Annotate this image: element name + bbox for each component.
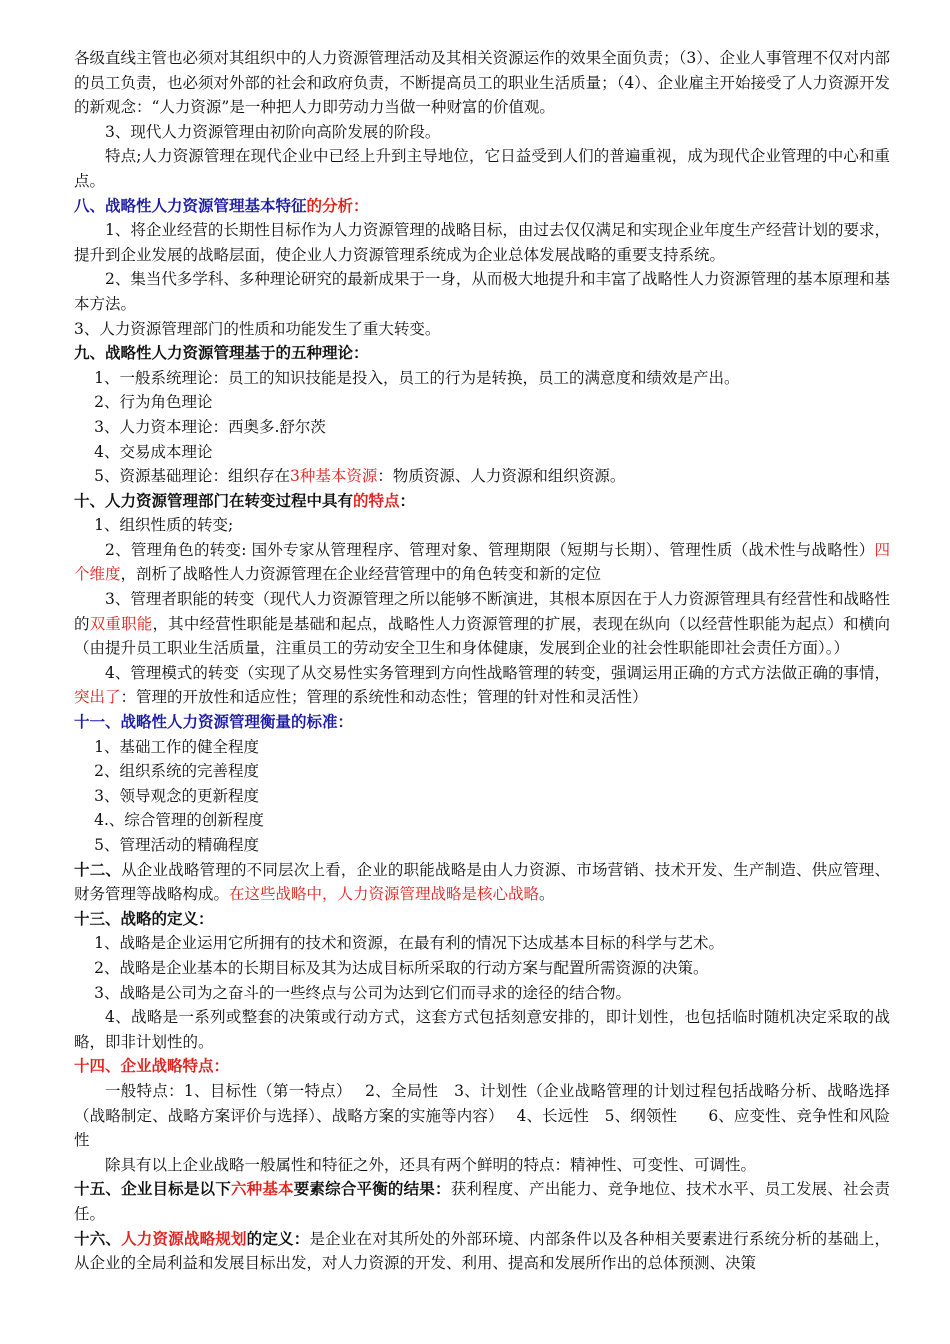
list-item-text: ：物质资源、人力资源和组织资源。 (377, 467, 626, 486)
section-15-heading: 十五、企业目标是以下 (74, 1179, 231, 1199)
section-12-heading: 十二、 (74, 859, 122, 879)
section-16-heading-suffix: 的定义： (246, 1228, 310, 1248)
list-item-text: ，其中经营性职能是基础和起点，战略性人力资源管理的扩展，表现在纵向（以经营性职能为起点）和横向（由提升员工职业生活质量，注重员工的劳动安全卫生和身体健康，发展到企业的社会性职能即社会责任方面）。） (74, 614, 890, 658)
paragraph-text: 获利程度、产出能力、竞争地位、技术水平、员工发展、社会责任。 (74, 1180, 890, 1223)
section-12-paragraph (74, 858, 890, 907)
highlight-text: 六种基本 (230, 1179, 294, 1199)
section-11-heading: 十一、战略性人力资源管理衡量的标准： (74, 712, 354, 732)
paragraph: 3、现代人力资源管理由初阶向高阶发展的阶段。 (105, 122, 441, 141)
list-item: 1、战略是企业运用它所拥有的技术和资源，在最有利的情况下达成基本目标的科学与艺术。 (94, 934, 725, 953)
list-item: 4、交易成本理论 (94, 442, 213, 461)
section-15-heading-suffix: 要素综合平衡的结果： (293, 1179, 451, 1199)
list-item: 4.、综合管理的创新程度 (94, 811, 264, 830)
section-10-title: 十、人力资源管理部门在转变过程中具有 (74, 490, 354, 510)
list-item: 4、战略是一系列或整套的决策或行动方式，这套方式包括刻意安排的，即计划性，也包括临时随机决定采取的战略，即非计划性的。 (74, 1008, 890, 1051)
highlight-text: 人力资源战略规划 (121, 1228, 247, 1248)
paragraph: 一般特点：1、目标性（第一特点） 2、全局性 3、计划性（企业战略管理的计划过程包括战略分析、战略选择（战略制定、战略方案评价与选择）、战略方案的实施等内容） 4、长远性 5、纲领性 6、应变性、竞争性和风险性 (74, 1081, 890, 1150)
list-item (74, 661, 890, 710)
paragraph-text: 从企业战略管理的不同层次上看，企业的职能战略是由人力资源、市场营销、技术开发、生产制造、供应管理、财务管理等战略构成。 (74, 860, 890, 904)
section-14-heading: 十四、企业战略特点： (74, 1056, 230, 1076)
section-8-title: 八、战略性人力资源管理基本特征 (74, 195, 307, 215)
list-item: 1、将企业经营的长期性目标作为人力资源管理的战略目标，由过去仅仅满足和实现企业年度生产经营计划的要求，提升到企业发展的战略层面，使企业人力资源管理系统成为企业总体发展战略的重要支持系统。 (74, 221, 890, 264)
list-item: 1、基础工作的健全程度 (94, 737, 260, 756)
section-15-paragraph (74, 1177, 890, 1226)
highlight-text: 的特点 (353, 490, 400, 510)
paragraph-text: 。 (539, 885, 555, 904)
section-16-paragraph (74, 1227, 890, 1276)
highlight-text: 四个维度 (74, 540, 890, 584)
list-item (74, 538, 890, 587)
list-item: 3、战略是公司为之奋斗的一些终点与公司为达到它们而寻求的途径的结合物。 (94, 983, 632, 1002)
highlight-text: 双重职能 (89, 614, 153, 633)
list-item-text: ：管理的开放性和适应性；管理的系统性和动态性；管理的针对性和灵活性） (120, 688, 648, 707)
section-10-heading (74, 489, 890, 514)
list-item: 5、管理活动的精确程度 (94, 836, 260, 854)
list-item: 2、行为角色理论 (94, 393, 213, 412)
section-9-heading: 九、战略性人力资源管理基于的五种理论： (74, 343, 369, 363)
list-item: 3、人力资源管理部门的性质和功能发生了重大转变。 (74, 319, 441, 338)
section-16-heading: 十六、 (74, 1228, 122, 1248)
paragraph-text: 是企业在对其所处的外部环境、内部条件以及各种相关要素进行系统分析的基础上，从企业的全局利益和发展目标出发，对人力资源的开发、利用、提高和发展所作出的总体预测、决策 (74, 1229, 890, 1273)
list-item: 2、组织系统的完善程度 (94, 762, 260, 781)
highlight-text: 在这些战略中，人力资源管理战略是核心战略 (229, 885, 540, 904)
list-item: 2、战略是企业基本的长期目标及其为达成目标所采取的行动方案与配置所需资源的决策。 (94, 958, 709, 977)
paragraph: 特点;人力资源管理在现代企业中已经上升到主导地位，它日益受到人们的普遍重视，成为现代企业管理的中心和重点。 (74, 147, 890, 190)
list-item: 1、组织性质的转变; (94, 516, 234, 535)
list-item: 2、集当代多学科、多种理论研究的最新成果于一身，从而极大地提升和丰富了战略性人力资源管理的基本原理和基本方法。 (74, 270, 890, 313)
list-item-text: 2、管理角色的转变: 国外专家从管理程序、管理对象、管理期限（短期与长期）、管理性质（战术性与战略性） (105, 540, 875, 559)
section-13-heading: 十三、战略的定义： (74, 908, 214, 928)
section-10-title-suffix: ： (399, 490, 416, 510)
list-item-text: 4、管理模式的转变（实现了从交易性实务管理到方向性战略管理的转变，强调运用正确的方式方法做正确的事情， (105, 663, 890, 682)
list-item: 1、一般系统理论：员工的知识技能是投入，员工的行为是转换，员工的满意度和绩效是产出。 (94, 368, 740, 387)
highlight-text: 3种基本资源 (290, 467, 378, 486)
list-item-text: ，剖析了战略性人力资源管理在企业经营管理中的角色转变和新的定位 (120, 565, 602, 584)
list-item (74, 464, 890, 489)
paragraph: 各级直线主管也必须对其组织中的人力资源管理活动及其相关资源运作的效果全面负责；（3）、企业人事管理不仅对内部的员工负责，也必须对外部的社会和政府负责，不断提高员工的职业生活质量；（4）、企业雇主开始接受了人力资源开发的新观念：“人力资源”是一种把人力即劳动力当做一种财富的价值观。 (74, 49, 890, 117)
list-item: 3、人力资本理论：西奥多.舒尔茨 (94, 417, 326, 436)
list-item: 3、领导观念的更新程度 (94, 786, 260, 805)
section-8-heading (74, 194, 890, 219)
section-8-title-suffix: 的分析： (306, 195, 369, 215)
list-item (74, 587, 890, 661)
paragraph: 除具有以上企业战略一般属性和特征之外，还具有两个鲜明的特点：精神性、可变性、可调性。 (105, 1155, 757, 1174)
highlight-text: 突出了 (74, 688, 121, 707)
list-item-text: 3、管理者职能的转变（现代人力资源管理之所以能够不断演进，其根本原因在于人力资源管理具有经营性和战略性的 (74, 590, 890, 633)
list-item-text: 5、资源基础理论：组织存在 (94, 467, 291, 486)
